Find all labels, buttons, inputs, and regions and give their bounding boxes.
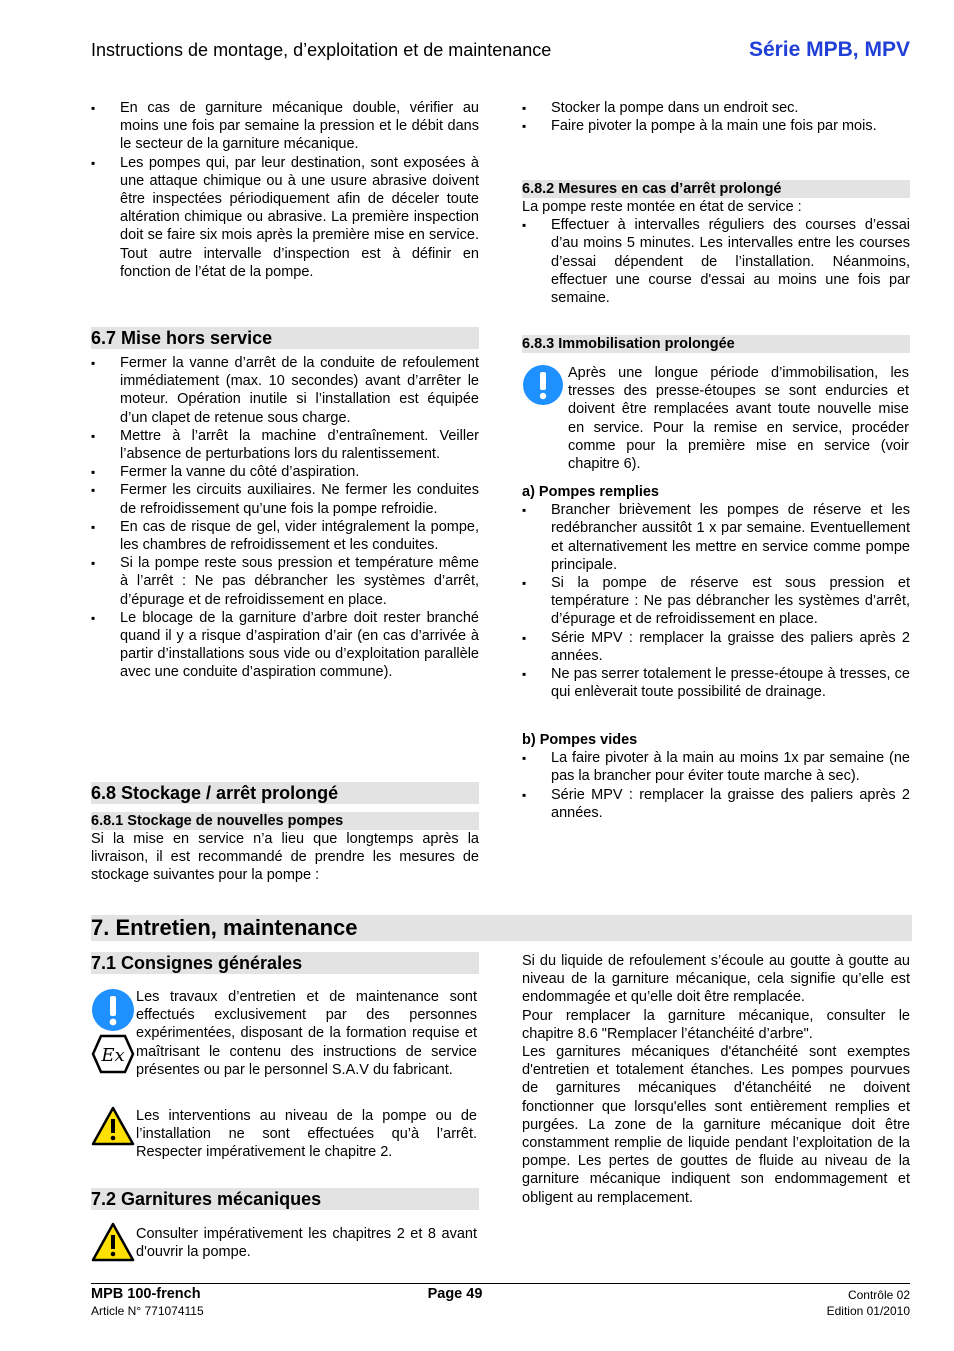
section-7-right bbox=[522, 952, 910, 1207]
immobilisation-note: Après une longue période d’immobilisation, les tresses des presse-étoupes se sont endurcies et doivent être remplacées avant toute nouvelle mise en service. Pour la remise en service, procéder comme pour la première mise en service (voir chapitre 6). bbox=[568, 365, 909, 473]
warning-icon bbox=[91, 1222, 135, 1262]
chapter-heading: 7. Entretien, maintenance bbox=[91, 915, 912, 941]
top-right-list bbox=[522, 99, 910, 135]
footer-control: Contrôle 02 bbox=[847, 1288, 910, 1302]
ex-icon bbox=[91, 1034, 135, 1074]
footer-divider bbox=[91, 1283, 910, 1284]
paragraph: La pompe reste montée en état de service : bbox=[522, 199, 802, 215]
section-heading: 6.8 Stockage / arrêt prolongé bbox=[91, 782, 479, 804]
subsection-heading: 6.8.2 Mesures en cas d’arrêt prolongé bbox=[522, 180, 910, 198]
section-6-8 bbox=[91, 782, 479, 885]
section-6-8-3 bbox=[522, 335, 910, 353]
ex-icon-label: Ex bbox=[101, 1045, 125, 1066]
paragraph: Si la mise en service n’a lieu que longtemps après la livraison, il est recommandé de prendre les mesures de stockage suivantes pour la pompe : bbox=[91, 831, 479, 884]
list-item: ▪ En cas de garniture mécanique double, vérifier au moins une fois par semaine la pression et le débit dans le secteur de la garniture mécanique. bbox=[91, 99, 479, 154]
pompes-remplies-list bbox=[522, 501, 910, 701]
list-item: ▪ Série MPV : remplacer la graisse des paliers après 2 années. bbox=[522, 629, 910, 665]
list-item: ▪ Si la pompe de réserve est sous pression et température : Ne pas débrancher les systèmes d’arrêt, d’épurage et de refroidissement en place. bbox=[522, 574, 910, 629]
list-item: ▪ Faire pivoter la pompe à la main une fois par mois. bbox=[522, 117, 910, 135]
section-heading: 7.1 Consignes générales bbox=[91, 952, 479, 974]
top-right-section bbox=[522, 99, 910, 135]
info-icon bbox=[522, 364, 564, 406]
list-item: ▪ Effectuer à intervalles réguliers des courses d’essai d’au moins 5 minutes. Les intervalles entre les courses d’essai dépendent de l’installation. Néanmoins, effectuer une course d'essai au moins une fois par semaine. bbox=[522, 216, 910, 307]
list-item: ▪ Le blocage de la garniture d’arbre doit rester branché quand il y a risque d’aspiration d’air (en cas d’arrivée à partir d’installations sous vide ou d’exploitation parallèle avec une conduite d’aspiration commune). bbox=[91, 609, 479, 682]
maintenance-note: Les travaux d’entretien et de maintenance sont effectués exclusivement par des personnes expérimentées, disposant de la formation requise et maîtrisant le contenu des instructions de service présentes ou par le personnel S.A.V du fabricant. bbox=[136, 989, 477, 1078]
paragraph: Si du liquide de refoulement s’écoule au goutte à goutte au niveau de la garniture mécanique, cela signifie qu’elle est endommagée et qu’elle doit être remplacée. bbox=[522, 953, 910, 1006]
section-7-2 bbox=[91, 1188, 479, 1210]
stop-note: Les interventions au niveau de la pompe ou de l’installation ne sont effectuées qu’à l’arrêt. Respecter impérativement le chapitre 2. bbox=[136, 1108, 477, 1161]
list-item: ▪ Brancher brièvement les pompes de réserve et les redébrancher aussitôt 1 x par semaine. Eventuellement et alternativement les mettre en service comme pompe principale. bbox=[522, 501, 910, 574]
list-item: ▪ Mettre à l’arrêt la machine d’entraînement. Veiller l’absence de perturbations lors du ralentissement. bbox=[91, 427, 479, 463]
subsection-heading: 6.8.1 Stockage de nouvelles pompes bbox=[91, 812, 479, 830]
document-title: Instructions de montage, d’exploitation et de maintenance bbox=[91, 40, 552, 60]
subheading: a) Pompes remplies bbox=[522, 484, 659, 500]
pompes-remplies bbox=[522, 483, 910, 701]
paragraph: Les garnitures mécaniques d'étanchéité sont exemptes d'entretien et totalement étanches. Les pompes pourvues de garnitures mécaniques d'étanchéité ne doivent fonctionner que lorsqu'elles sont entièrement remplies et purgées. La zone de la garniture mécanique doit être constamment remplie de liquide pendant l’exploitation de la pompe. Les pertes de gouttes de fluide au niveau de la garniture mécanique indiquent son endommagement et obligent au remplacement. bbox=[522, 1044, 910, 1206]
list-item: ▪ Fermer la vanne d’arrêt de la conduite de refoulement immédiatement (max. 10 secondes) avant d’arrêter le moteur. Opération inutile si l’installation est équipée d’un clapet de retenue sous charge. bbox=[91, 354, 479, 427]
subsection-heading: 6.8.3 Immobilisation prolongée bbox=[522, 335, 910, 353]
footer-edition: Edition 01/2010 bbox=[826, 1304, 910, 1318]
garnitures-note: Consulter impérativement les chapitres 2 et 8 avant d'ouvrir la pompe. bbox=[136, 1226, 477, 1261]
warning-icon bbox=[91, 1106, 135, 1146]
series-title: Série MPB, MPV bbox=[748, 38, 910, 61]
section-6-7 bbox=[91, 327, 479, 682]
section-6-8-2-list bbox=[522, 216, 910, 307]
top-left-section bbox=[91, 99, 479, 281]
footer-doc-code: MPB 100-french bbox=[91, 1286, 201, 1302]
paragraph: Pour remplacer la garniture mécanique, consulter le chapitre 8.6 "Remplacer l’étanchéité d’arbre". bbox=[522, 1007, 910, 1042]
info-icon bbox=[91, 988, 135, 1032]
section-6-8-2 bbox=[522, 180, 910, 307]
subheading: b) Pompes vides bbox=[522, 732, 638, 748]
list-item: ▪ Fermer la vanne du côté d’aspiration. bbox=[91, 463, 479, 481]
list-item: ▪ La faire pivoter à la main au moins 1x par semaine (ne pas la brancher pour éviter toute marche à sec). bbox=[522, 749, 910, 785]
list-item: ▪ Si la pompe reste sous pression et température même à l’arrêt : Ne pas débrancher les systèmes d’arrêt, d’épurage et de refroidissement en place. bbox=[91, 554, 479, 609]
page-number: Page 49 bbox=[427, 1286, 483, 1302]
top-left-list bbox=[91, 99, 479, 281]
section-heading: 7.2 Garnitures mécaniques bbox=[91, 1188, 479, 1210]
section-heading: 6.7 Mise hors service bbox=[91, 327, 479, 349]
section-7-1 bbox=[91, 952, 479, 974]
list-item: ▪ Série MPV : remplacer la graisse des paliers après 2 années. bbox=[522, 786, 910, 822]
footer-article: Article N° 771074115 bbox=[91, 1304, 204, 1318]
list-item: ▪ Ne pas serrer totalement le presse-étoupe à tresses, ce qui enlèverait toute possibilité de drainage. bbox=[522, 665, 910, 701]
list-item: ▪ Fermer les circuits auxiliaires. Ne fermer les conduites de refroidissement qu’une fois la pompe refroidie. bbox=[91, 481, 479, 517]
section-6-7-list bbox=[91, 354, 479, 682]
list-item: ▪ En cas de risque de gel, vider intégralement la pompe, les chambres de refroidissement et les conduites. bbox=[91, 518, 479, 554]
pompes-vides bbox=[522, 731, 910, 822]
pompes-vides-list bbox=[522, 749, 910, 822]
list-item: ▪ Les pompes qui, par leur destination, sont exposées à une attaque chimique ou à une usure abrasive doivent être inspectées périodiquement afin de déceler toute altération chimique ou abrasive. La première inspection doit se faire six mois après la première mise en service. Tout autre intervalle d’inspection est à définir en fonction de l’état de la pompe. bbox=[91, 154, 479, 281]
list-item: ▪ Stocker la pompe dans un endroit sec. bbox=[522, 99, 910, 117]
